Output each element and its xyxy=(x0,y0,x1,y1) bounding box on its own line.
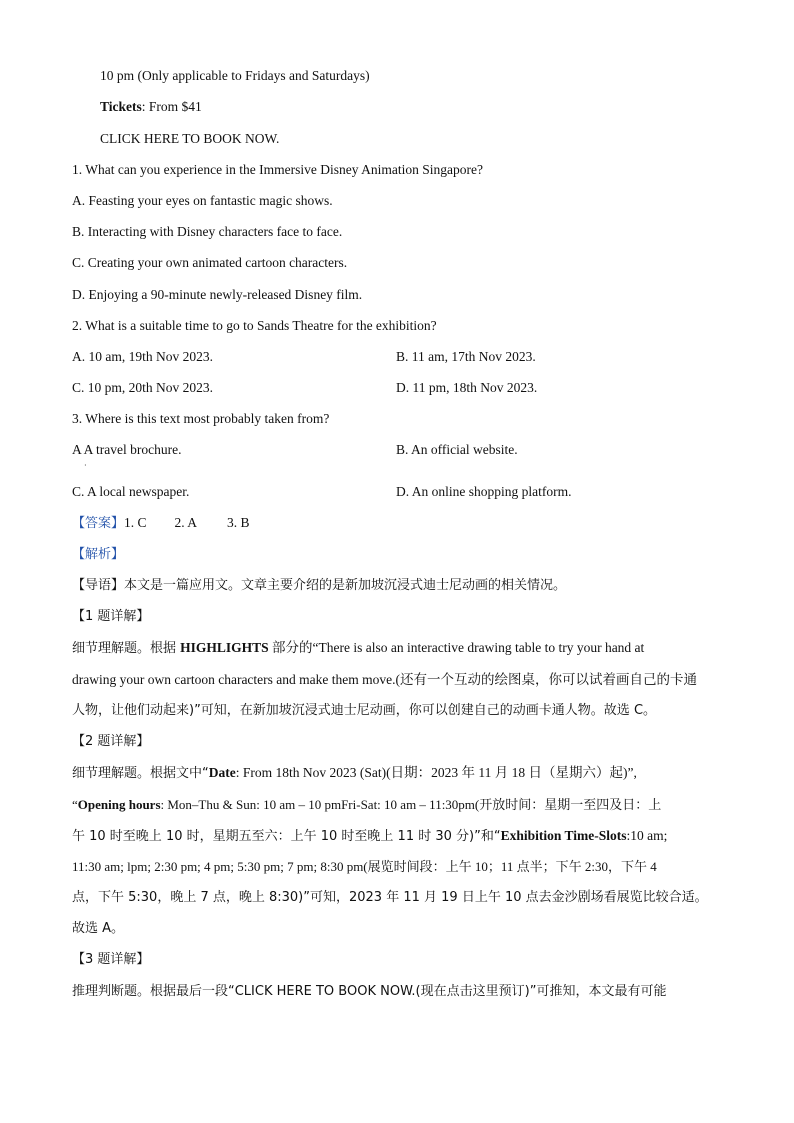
answer-item: 2. A xyxy=(174,515,198,530)
question-2-option-b: B. 11 am, 17th Nov 2023. xyxy=(396,349,536,364)
q2-line2-pre: “ xyxy=(72,797,78,812)
question-2-stem: 2. What is a suitable time to go to Sands Theatre for the exhibition? xyxy=(72,318,437,333)
q2-detail-line-2 xyxy=(72,795,661,815)
tickets-label: Tickets xyxy=(100,99,142,114)
question-2-option-c: C. 10 pm, 20th Nov 2023. xyxy=(72,380,214,395)
q2-line2-post: : Mon–Thu & Sun: 10 am – 10 pmFri-Sat: 10 am – 11:30pm(开放时间：星期一至四及日：上 xyxy=(160,797,662,812)
q2-detail-heading: 【2 题详解】 xyxy=(72,734,150,749)
q2-line1-pre: 细节理解题。根据文中“ xyxy=(72,766,209,781)
answer-item: 1. C xyxy=(124,515,147,530)
question-3-option-a: A A travel brochure. xyxy=(72,442,182,457)
analysis-intro: 【导语】本文是一篇应用文。文章主要介绍的是新加坡沉浸式迪士尼动画的相关情况。 xyxy=(72,578,567,593)
q2-line1-bold: Date xyxy=(208,765,236,780)
q2-detail-line-6: 故选 A。 xyxy=(72,921,125,936)
question-1-stem: 1. What can you experience in the Immersive Disney Animation Singapore? xyxy=(72,162,484,177)
tickets-value: : From $41 xyxy=(141,99,202,114)
q2-detail-line-3 xyxy=(72,826,667,847)
q2-line2-bold: Opening hours xyxy=(77,797,161,812)
q1-detail-line-2: drawing your own cartoon characters and make them move.(还有一个互动的绘图桌，你可以试着画自己的卡通 xyxy=(72,672,698,687)
analysis-label: 【解析】 xyxy=(72,547,125,562)
stray-dot: · xyxy=(84,461,87,470)
question-3-option-d: D. An online shopping platform. xyxy=(396,484,572,499)
question-1-option-d: D. Enjoying a 90-minute newly-released Disney film. xyxy=(72,287,363,302)
question-3-stem: 3. Where is this text most probably taken from? xyxy=(72,411,330,426)
q1-detail-line-3: 人物，让他们动起来)”可知，在新加坡沉浸式迪士尼动画，你可以创建自己的动画卡通人物。故选 C。 xyxy=(72,703,657,718)
q2-detail-line-1 xyxy=(72,763,637,784)
question-3-option-b: B. An official website. xyxy=(396,442,518,457)
q1-line1-post: 部分的“There is also an interactive drawing table to try your hand at xyxy=(268,640,645,655)
q2-line1-post: : From 18th Nov 2023 (Sat)(日期：2023 年 11 月 18 日（星期六）起)”, xyxy=(235,765,637,780)
q2-line3-post: :10 am; xyxy=(626,828,668,843)
question-3-option-c: C. A local newspaper. xyxy=(72,484,190,499)
q2-detail-line-5: 点，下午 5:30，晚上 7 点，晚上 8:30)”可知，2023 年 11 月 19 日上午 10 点去金沙剧场看展览比较合适。 xyxy=(72,890,708,905)
q1-line1-pre: 细节理解题。根据 xyxy=(72,641,181,656)
answer-item: 3. B xyxy=(227,515,250,530)
question-1-option-b: B. Interacting with Disney characters face to face. xyxy=(72,224,343,239)
hours-note: 10 pm (Only applicable to Fridays and Saturdays) xyxy=(100,68,370,83)
q1-line1-bold: HIGHLIGHTS xyxy=(180,640,269,655)
q3-detail-heading: 【3 题详解】 xyxy=(72,952,150,967)
book-now-cta: CLICK HERE TO BOOK NOW. xyxy=(100,131,280,146)
tickets-line xyxy=(100,97,202,117)
q2-line3-bold: Exhibition Time-Slots xyxy=(500,828,627,843)
question-1-option-c: C. Creating your own animated cartoon characters. xyxy=(72,255,348,270)
question-2-option-d: D. 11 pm, 18th Nov 2023. xyxy=(396,380,538,395)
q2-line3-pre: 午 10 时至晚上 10 时，星期五至六：上午 10 时至晚上 11 时 30 分)”和“ xyxy=(72,829,501,844)
question-2-option-a: A. 10 am, 19th Nov 2023. xyxy=(72,349,213,364)
q1-detail-heading: 【1 题详解】 xyxy=(72,609,150,624)
answer-line xyxy=(72,513,250,534)
question-1-option-a: A. Feasting your eyes on fantastic magic shows. xyxy=(72,193,333,208)
answer-label: 【答案】 xyxy=(72,516,125,531)
q2-detail-line-4: 11:30 am; lpm; 2:30 pm; 4 pm; 5:30 pm; 7 pm; 8:30 pm(展览时间段：上午 10；11 点半；下午 2:30，下午 4 xyxy=(72,859,657,874)
q3-detail-line-1: 推理判断题。根据最后一段“CLICK HERE TO BOOK NOW.(现在点击这里预订)”可推知，本文最有可能 xyxy=(72,984,667,999)
q1-detail-line-1 xyxy=(72,638,644,659)
